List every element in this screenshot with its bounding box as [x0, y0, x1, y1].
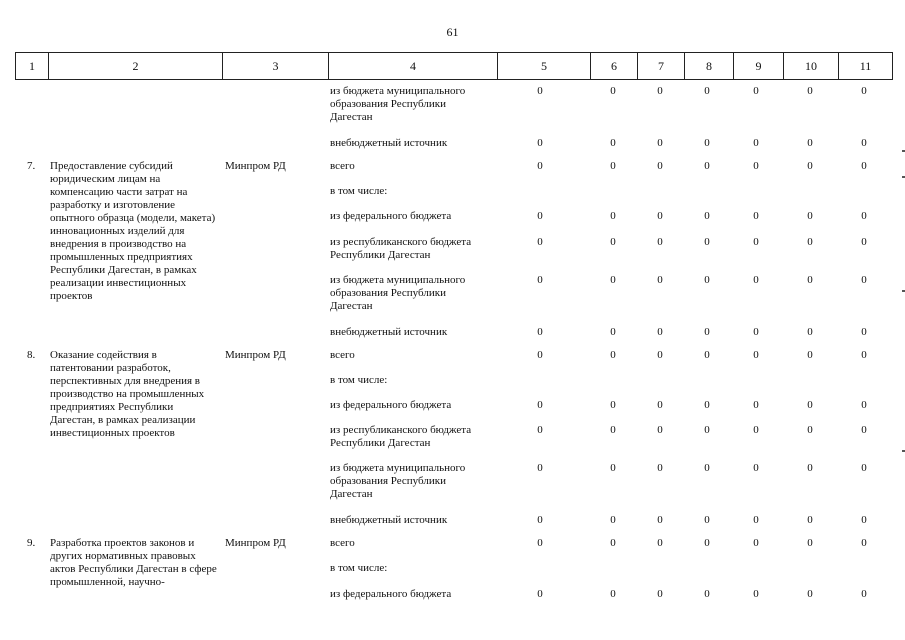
funding-source: из бюджета муниципального образования Республики Дагестан [330, 274, 466, 312]
value-cell: 0 [704, 236, 710, 248]
value-cell: 0 [807, 537, 813, 549]
value-cell: 0 [807, 85, 813, 97]
value-cell: 0 [704, 537, 710, 549]
value-cell: 0 [753, 274, 759, 286]
funding-source: из бюджета муниципального образования Республики Дагестан [330, 462, 466, 500]
value-cell: 0 [657, 514, 663, 526]
measure-name: Разработка проектов законов и других нормативных правовых актов Республики Дагестан в сфере промышленной, научно- [50, 537, 217, 588]
value-cell: 0 [861, 160, 867, 172]
value-cell: 0 [753, 399, 759, 411]
value-cell: 0 [537, 210, 543, 222]
table-body [0, 78, 905, 640]
measure-name: Оказание содействия в патентовании разработок, перспективных для внедрения в производство на промышленных предприятиях Республики Дагестан, в рамках реализации инвестиционных проектов [50, 349, 205, 439]
funding-source: всего [330, 349, 355, 361]
value-cell: 0 [807, 236, 813, 248]
funding-source: из республиканского бюджета Республики Дагестан [330, 236, 472, 261]
value-cell: 0 [537, 588, 543, 600]
value-cell: 0 [704, 399, 710, 411]
funding-source: из бюджета муниципального образования Республики Дагестан [330, 85, 466, 123]
value-cell: 0 [610, 399, 616, 411]
value-cell: 0 [807, 399, 813, 411]
funding-source: внебюджетный источник [330, 514, 448, 526]
header-col-8: 8 [684, 53, 733, 79]
value-cell: 0 [807, 274, 813, 286]
value-cell: 0 [610, 514, 616, 526]
value-cell: 0 [610, 588, 616, 600]
value-cell: 0 [753, 424, 759, 436]
header-col-3: 3 [222, 53, 328, 79]
header-col-11: 11 [838, 53, 893, 79]
value-cell: 0 [537, 160, 543, 172]
value-cell: 0 [657, 424, 663, 436]
value-cell: 0 [753, 326, 759, 338]
value-cell: 0 [610, 137, 616, 149]
value-cell: 0 [807, 424, 813, 436]
value-cell: 0 [807, 137, 813, 149]
funding-source: в том числе: [330, 185, 388, 197]
executor: Минпром РД [225, 537, 286, 549]
value-cell: 0 [861, 588, 867, 600]
value-cell: 0 [537, 274, 543, 286]
value-cell: 0 [861, 462, 867, 474]
value-cell: 0 [657, 399, 663, 411]
value-cell: 0 [610, 274, 616, 286]
value-cell: 0 [861, 137, 867, 149]
header-col-5: 5 [497, 53, 590, 79]
value-cell: 0 [704, 160, 710, 172]
header-col-1: 1 [15, 53, 48, 79]
row-index: 9. [27, 537, 36, 549]
value-cell: 0 [537, 236, 543, 248]
value-cell: 0 [537, 462, 543, 474]
row-index: 8. [27, 349, 36, 361]
value-cell: 0 [610, 236, 616, 248]
value-cell: 0 [657, 85, 663, 97]
value-cell: 0 [657, 349, 663, 361]
value-cell: 0 [537, 137, 543, 149]
value-cell: 0 [704, 210, 710, 222]
funding-source: всего [330, 160, 355, 172]
value-cell: 0 [704, 462, 710, 474]
value-cell: 0 [807, 588, 813, 600]
header-col-4: 4 [328, 53, 497, 79]
value-cell: 0 [807, 160, 813, 172]
funding-source: в том числе: [330, 374, 388, 386]
executor: Минпром РД [225, 349, 286, 361]
funding-source: всего [330, 537, 355, 549]
value-cell: 0 [753, 537, 759, 549]
value-cell: 0 [753, 236, 759, 248]
value-cell: 0 [861, 274, 867, 286]
header-col-6: 6 [590, 53, 637, 79]
value-cell: 0 [861, 349, 867, 361]
value-cell: 0 [657, 210, 663, 222]
value-cell: 0 [704, 274, 710, 286]
value-cell: 0 [861, 210, 867, 222]
value-cell: 0 [704, 349, 710, 361]
value-cell: 0 [537, 349, 543, 361]
page-number: 61 [446, 25, 459, 39]
value-cell: 0 [537, 326, 543, 338]
value-cell: 0 [753, 137, 759, 149]
header-col-7: 7 [637, 53, 684, 79]
value-cell: 0 [657, 588, 663, 600]
value-cell: 0 [753, 462, 759, 474]
value-cell: 0 [861, 399, 867, 411]
value-cell: 0 [753, 85, 759, 97]
value-cell: 0 [807, 462, 813, 474]
value-cell: 0 [610, 424, 616, 436]
value-cell: 0 [610, 462, 616, 474]
value-cell: 0 [657, 236, 663, 248]
measure-name: Предоставление субсидий юридическим лицам на компенсацию части затрат на разработку и изготовление опытного образца (модели, макета) инновационных изделий для внедрения в производство на промышленных предприятиях Республики Дагестан, в рамках реализации инвестиционных проектов [50, 160, 216, 302]
value-cell: 0 [807, 349, 813, 361]
value-cell: 0 [753, 349, 759, 361]
value-cell: 0 [610, 85, 616, 97]
value-cell: 0 [861, 424, 867, 436]
funding-source: из федерального бюджета [330, 588, 452, 600]
value-cell: 0 [537, 399, 543, 411]
value-cell: 0 [861, 537, 867, 549]
funding-source: из республиканского бюджета Республики Дагестан [330, 424, 472, 449]
value-cell: 0 [861, 236, 867, 248]
value-cell: 0 [704, 424, 710, 436]
header-col-9: 9 [733, 53, 783, 79]
value-cell: 0 [657, 137, 663, 149]
value-cell: 0 [753, 210, 759, 222]
value-cell: 0 [537, 424, 543, 436]
value-cell: 0 [704, 326, 710, 338]
value-cell: 0 [610, 537, 616, 549]
value-cell: 0 [537, 537, 543, 549]
value-cell: 0 [861, 326, 867, 338]
value-cell: 0 [753, 160, 759, 172]
value-cell: 0 [657, 462, 663, 474]
value-cell: 0 [610, 326, 616, 338]
value-cell: 0 [704, 137, 710, 149]
value-cell: 0 [657, 326, 663, 338]
value-cell: 0 [807, 514, 813, 526]
value-cell: 0 [610, 160, 616, 172]
funding-source: из федерального бюджета [330, 210, 452, 222]
value-cell: 0 [610, 349, 616, 361]
value-cell: 0 [753, 514, 759, 526]
row-index: 7. [27, 160, 36, 172]
header-col-2: 2 [48, 53, 222, 79]
funding-source: внебюджетный источник [330, 326, 448, 338]
value-cell: 0 [657, 160, 663, 172]
value-cell: 0 [537, 85, 543, 97]
funding-source: в том числе: [330, 562, 388, 574]
table-header [15, 52, 893, 80]
value-cell: 0 [537, 514, 543, 526]
value-cell: 0 [704, 588, 710, 600]
value-cell: 0 [861, 514, 867, 526]
funding-source: из федерального бюджета [330, 399, 452, 411]
value-cell: 0 [610, 210, 616, 222]
funding-source: внебюджетный источник [330, 137, 448, 149]
header-col-10: 10 [783, 53, 838, 79]
value-cell: 0 [807, 326, 813, 338]
executor: Минпром РД [225, 160, 286, 172]
value-cell: 0 [704, 514, 710, 526]
value-cell: 0 [861, 85, 867, 97]
value-cell: 0 [753, 588, 759, 600]
value-cell: 0 [657, 274, 663, 286]
value-cell: 0 [704, 85, 710, 97]
value-cell: 0 [807, 210, 813, 222]
value-cell: 0 [657, 537, 663, 549]
